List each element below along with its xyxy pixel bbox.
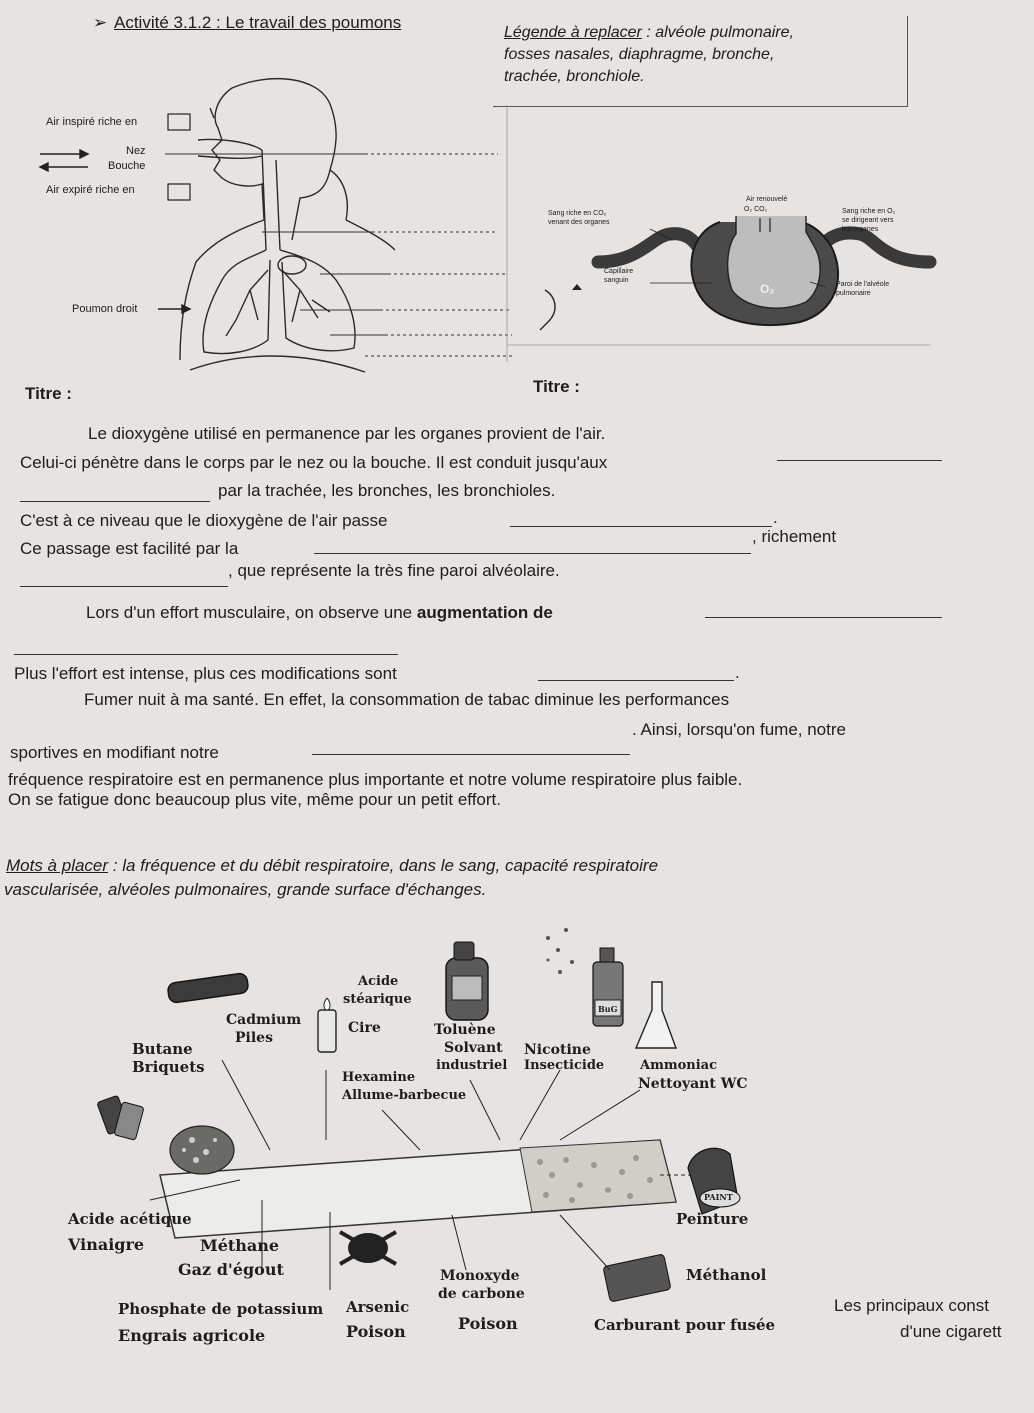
blood-o2-label: Sang riche en O₂ <box>842 208 896 215</box>
blank-facilite[interactable] <box>314 553 751 554</box>
blank-capacite[interactable] <box>312 754 630 755</box>
paragraph-2-line-1 <box>86 603 553 623</box>
label-cadmium: Cadmium <box>226 1012 302 1028</box>
label-allume-barbecue: Allume-barbecue <box>342 1088 467 1103</box>
paragraph-3-line-3: fréquence respiratoire est en permanence plus importante et notre volume respiratoire plus faible. <box>8 770 743 789</box>
blank-modifications[interactable] <box>538 680 734 681</box>
paragraph-1-line-1: Le dioxygène utilisé en permanence par les organes provient de l'air. <box>88 424 606 443</box>
blood-co2-label: Sang riche en CO₂ <box>548 210 607 217</box>
capillary-label-2: sanguin <box>604 277 629 284</box>
gases-label: O₂ CO₂ <box>744 206 768 213</box>
o2-inside-label: O₂ <box>760 282 775 296</box>
label-nicotine: Nicotine <box>524 1042 591 1058</box>
alveolar-wall-label-2: pulmonaire <box>836 290 871 297</box>
label-poison-1: Poison <box>458 1314 518 1333</box>
paragraph-1-line-4: C'est à ce niveau que le dioxygène de l'air passe <box>20 511 388 530</box>
activity-title: Activité 3.1.2 : Le travail des poumons <box>114 13 402 32</box>
label-vinaigre: Vinaigre <box>68 1235 145 1254</box>
bullet-arrow-icon: ➢ <box>93 13 108 32</box>
blood-co2-label-2: venant des organes <box>548 219 610 226</box>
words-to-place-list-1: : la fréquence et du débit respiratoire, dans le sang, capacité respiratoire <box>108 856 659 875</box>
spray-can-label: BuG <box>598 1004 618 1014</box>
paragraph-2-line-1-bold: augmentation de <box>416 603 553 622</box>
paragraph-1-line-3: par la trachée, les bronches, les bronchioles. <box>218 481 556 500</box>
right-lung-label: Poumon droit <box>72 303 138 315</box>
label-ammoniac: Ammoniac <box>640 1058 717 1073</box>
air-expired-label: Air expiré riche en <box>46 184 135 196</box>
label-phosphate: Phosphate de potassium <box>118 1300 324 1318</box>
blank-augmentation-cont[interactable] <box>14 654 398 655</box>
label-engrais: Engrais agricole <box>118 1326 266 1345</box>
blank-alveoles-cont[interactable] <box>20 501 210 502</box>
words-to-place-line-1 <box>6 856 658 876</box>
label-solvant: Solvant <box>444 1040 503 1056</box>
label-cire: Cire <box>348 1020 381 1036</box>
blood-o2-label-3: les organes <box>842 226 879 233</box>
label-de-carbone: de carbone <box>438 1286 525 1302</box>
label-briquets: Briquets <box>132 1058 205 1076</box>
paragraph-3-line-2-end: . Ainsi, lorsqu'on fume, notre <box>632 720 846 739</box>
paragraph-3-line-2: sportives en modifiant notre <box>10 743 219 762</box>
label-arsenic: Arsenic <box>346 1298 410 1316</box>
paragraph-3-line-4: On se fatigue donc beaucoup plus vite, même pour un petit effort. <box>8 790 501 809</box>
label-methane: Méthane <box>200 1236 280 1255</box>
nose-label: Nez <box>126 145 146 157</box>
blood-o2-label-2: se dirigeant vers <box>842 217 894 224</box>
label-insecticide: Insecticide <box>524 1058 605 1073</box>
label-stearique: stéarique <box>343 992 412 1007</box>
air-inspired-answer-box[interactable] <box>168 114 190 130</box>
legend-words-3: trachée, bronchiole. <box>504 68 645 85</box>
label-nettoyant-wc: Nettoyant WC <box>638 1076 748 1092</box>
legend-words-2: fosses nasales, diaphragme, bronche, <box>504 46 775 63</box>
blank-vascularisee[interactable] <box>20 586 228 587</box>
label-carburant: Carburant pour fusée <box>594 1316 776 1334</box>
renewed-air-label: Air renouvelé <box>746 196 788 203</box>
blank-alveoles[interactable] <box>777 460 942 461</box>
label-peinture: Peinture <box>676 1210 749 1228</box>
cigarette-caption-line-1: Les principaux const <box>834 1296 989 1315</box>
blank-augmentation[interactable] <box>705 617 942 618</box>
paragraph-1-line-5-end: , richement <box>752 527 837 546</box>
legend-words-1: : alvéole pulmonaire, <box>641 24 794 41</box>
air-inspired-label: Air inspiré riche en <box>46 116 138 128</box>
paint-bucket-label: PAINT <box>704 1192 733 1202</box>
words-to-place-line-2: vascularisée, alvéoles pulmonaires, grande surface d'échanges. <box>4 880 487 899</box>
paragraph-1-line-2: Celui-ci pénètre dans le corps par le nez ou la bouche. Il est conduit jusqu'aux <box>20 453 608 472</box>
paragraph-2-line-2-end: . <box>735 663 740 682</box>
paragraph-3-line-1: Fumer nuit à ma santé. En effet, la consommation de tabac diminue les performances <box>84 690 730 709</box>
words-to-place-label: Mots à placer <box>6 856 109 875</box>
label-monoxyde: Monoxyde <box>440 1268 520 1284</box>
label-acide-acetique: Acide acétique <box>68 1210 192 1228</box>
label-butane: Butane <box>132 1040 193 1058</box>
label-methanol: Méthanol <box>686 1266 767 1284</box>
label-acide: Acide <box>358 974 399 989</box>
air-expired-answer-box[interactable] <box>168 184 190 200</box>
capillary-label: Capillaire <box>604 268 634 275</box>
paragraph-1-line-6: , que représente la très fine paroi alvéolaire. <box>228 561 560 580</box>
label-industriel: industriel <box>436 1058 508 1073</box>
paragraph-1-line-5: Ce passage est facilité par la <box>20 539 239 558</box>
left-diagram-title-label: Titre : <box>25 384 72 403</box>
label-gaz-egout: Gaz d'égout <box>178 1260 284 1279</box>
paragraph-1-line-4-end: . <box>773 508 778 527</box>
label-toluene: Toluène <box>434 1022 496 1038</box>
label-hexamine: Hexamine <box>342 1070 416 1085</box>
paragraph-2-line-1-text: Lors d'un effort musculaire, on observe une <box>86 603 413 622</box>
alveolar-wall-label: Paroi de l'alvéole <box>836 281 890 288</box>
paragraph-2-line-2: Plus l'effort est intense, plus ces modifications sont <box>14 664 397 683</box>
right-diagram-title-label: Titre : <box>533 377 580 396</box>
mouth-label: Bouche <box>108 160 146 172</box>
cigarette-caption-line-2: d'une cigarett <box>900 1322 1002 1341</box>
blank-passe[interactable] <box>510 526 772 527</box>
label-piles: Piles <box>235 1030 273 1046</box>
label-poison-2: Poison <box>346 1322 406 1341</box>
legend-label: Légende à replacer <box>504 24 642 41</box>
